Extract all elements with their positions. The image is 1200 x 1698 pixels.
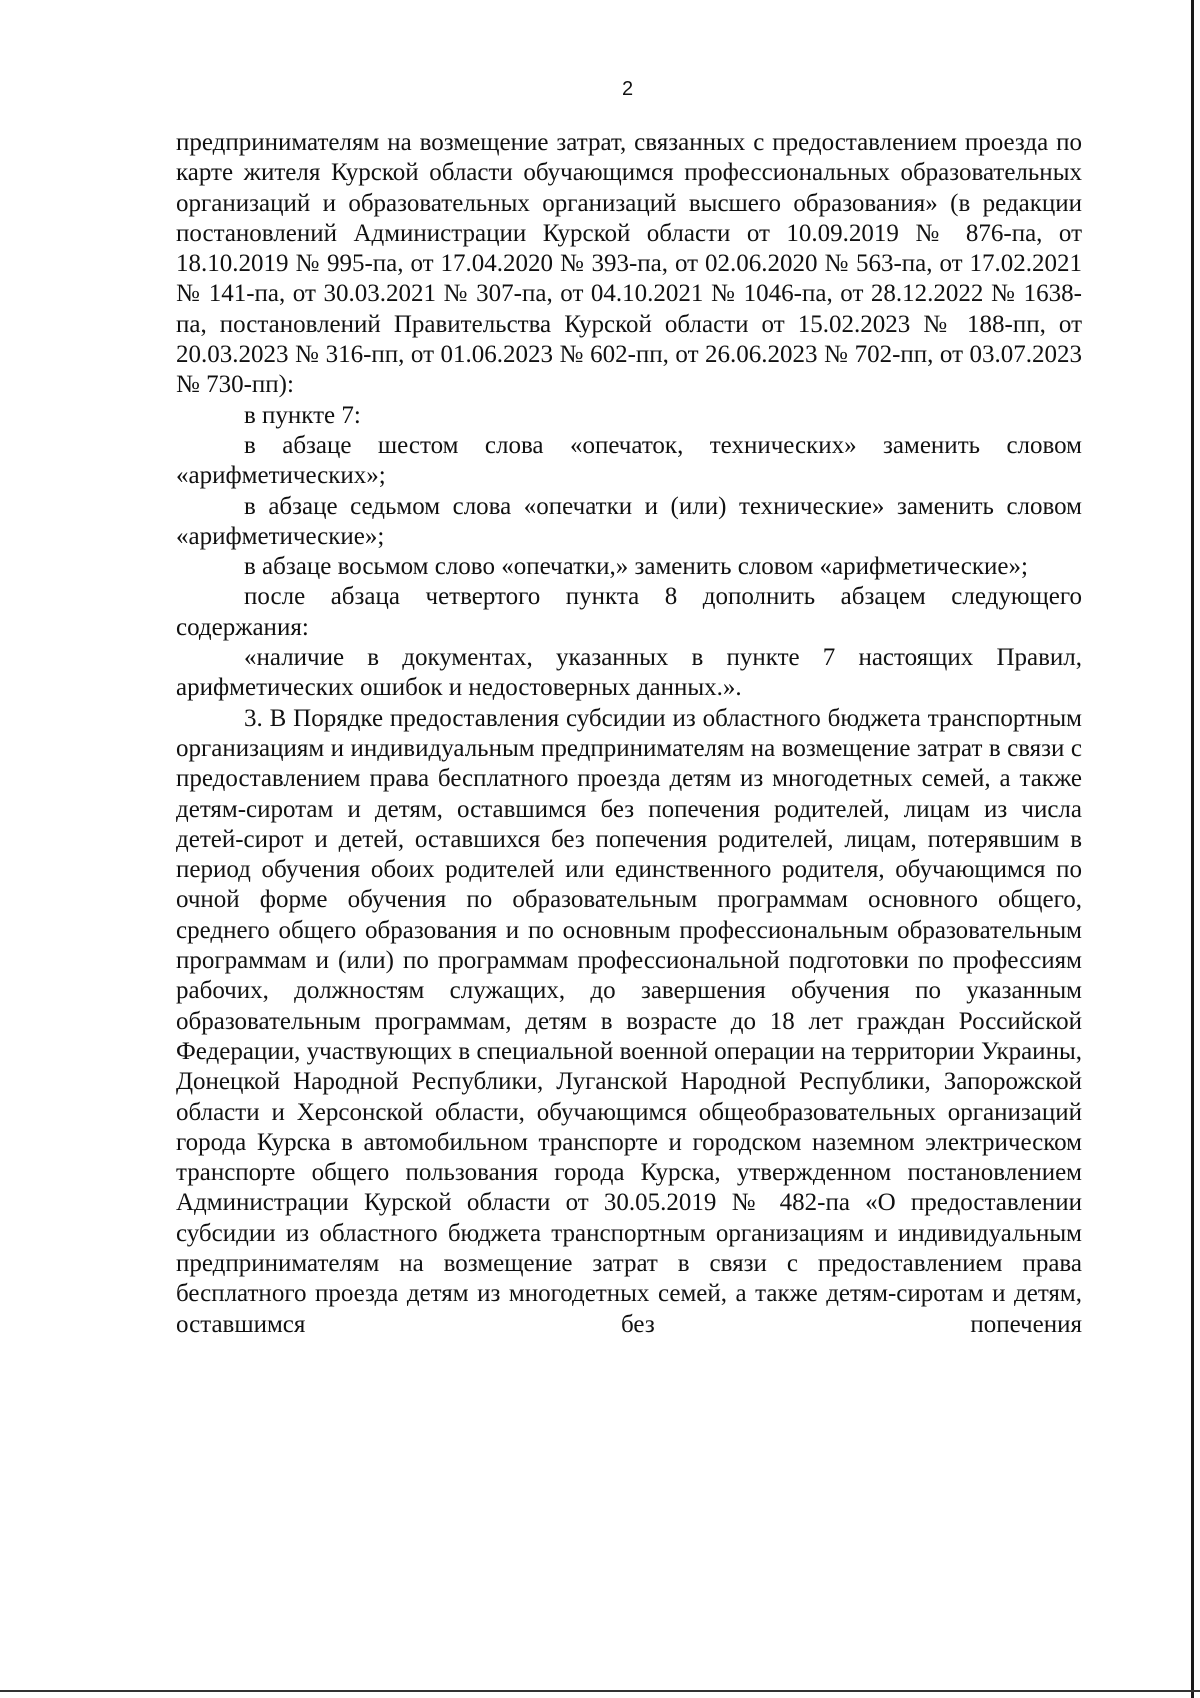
paragraph-eighth-abzac: в абзаце восьмом слово «опечатки,» заменить словом «арифметические»;	[244, 553, 1028, 581]
paragraph-sixth-abzac: в абзаце шестом слова «опечаток, технических» заменить словом «арифметических»;	[176, 431, 1082, 490]
paragraph-quoted-text: «наличие в документах, указанных в пункте 7 настоящих Правил, арифметических ошибок и недостоверных данных.».	[176, 644, 1082, 702]
paragraph-item-7: в пункте 7:	[244, 401, 361, 429]
page-number: 2	[621, 78, 634, 100]
page-edge-bottom	[0, 1690, 1200, 1692]
paragraph-continuation: предпринимателям на возмещение затрат, связанных с предоставлением проезда по карте жителя Курской области обучающимся профессиональных образовательных организаций и образовательных организаций высшего образования» (в редакции постановлений Администрации Курской области от 10.09.2019 № 876-па, от 18.10.2019 № 995-па, от 17.04.2020 № 393-па, от 02.06.2020 № 563-па, от 17.02.2021 № 141-па, от 30.03.2021 № 307-па, от 04.10.2021 № 1046-па, от 28.12.2022 № 1638-па, постановлений Правительства Курской области от 15.02.2023 № 188-пп, от 20.03.2023 № 316-пп, от 01.06.2023 № 602-пп, от 26.06.2023 № 702-пп, от 03.07.2023 № 730-пп):	[176, 129, 1082, 399]
page-edge-right	[1191, 0, 1194, 1698]
paragraph-section-3: 3. В Порядке предоставления субсидии из областного бюджета транспортным организациям и индивидуальным предпринимателям на возмещение затрат в связи с предоставлением права бесплатного проезда детям из многодетных семей, а также детям-сиротам и детям, оставшимся без попечения родителей, лицам из числа детей-сирот и детей, оставшихся без попечения родителей, лицам, потерявшим в период обучения обоих родителей или единственного родителя, обучающимся по очной форме обучения по образовательным программам основного общего, среднего общего образования и по основным профессиональным образовательным программам и (или) по программам профессиональной подготовки по профессиям рабочих, должностям служащих, до завершения обучения по указанным образовательным программам, детям в возрасте до 18 лет граждан Российской Федерации, участвующих в специальной военной операции на территории Украины, Донецкой Народной Республики, Луганской Народной Республики, Запорожской области и Херсонской области, обучающимся общеобразовательных организаций города Курска в автомобильном транспорте и городском наземном электрическом транспорте общего пользования города Курска, утвержденном постановлением Администрации Курской области от 30.05.2019 № 482-па «О предоставлении субсидии из областного бюджета транспортным организациям и индивидуальным предпринимателям на возмещение затрат в связи с предоставлением права бесплатного проезда детям из многодетных семей, а также детям-сиротам и детям, оставшимся без попечения	[176, 704, 1082, 1338]
paragraph-item-8-addition: после абзаца четвертого пункта 8 дополнить абзацем следующего содержания:	[176, 583, 1082, 641]
document-body	[176, 128, 1082, 1340]
paragraph-seventh-abzac: в абзаце седьмом слова «опечатки и (или) технические» заменить словом «арифметические»;	[176, 492, 1082, 550]
